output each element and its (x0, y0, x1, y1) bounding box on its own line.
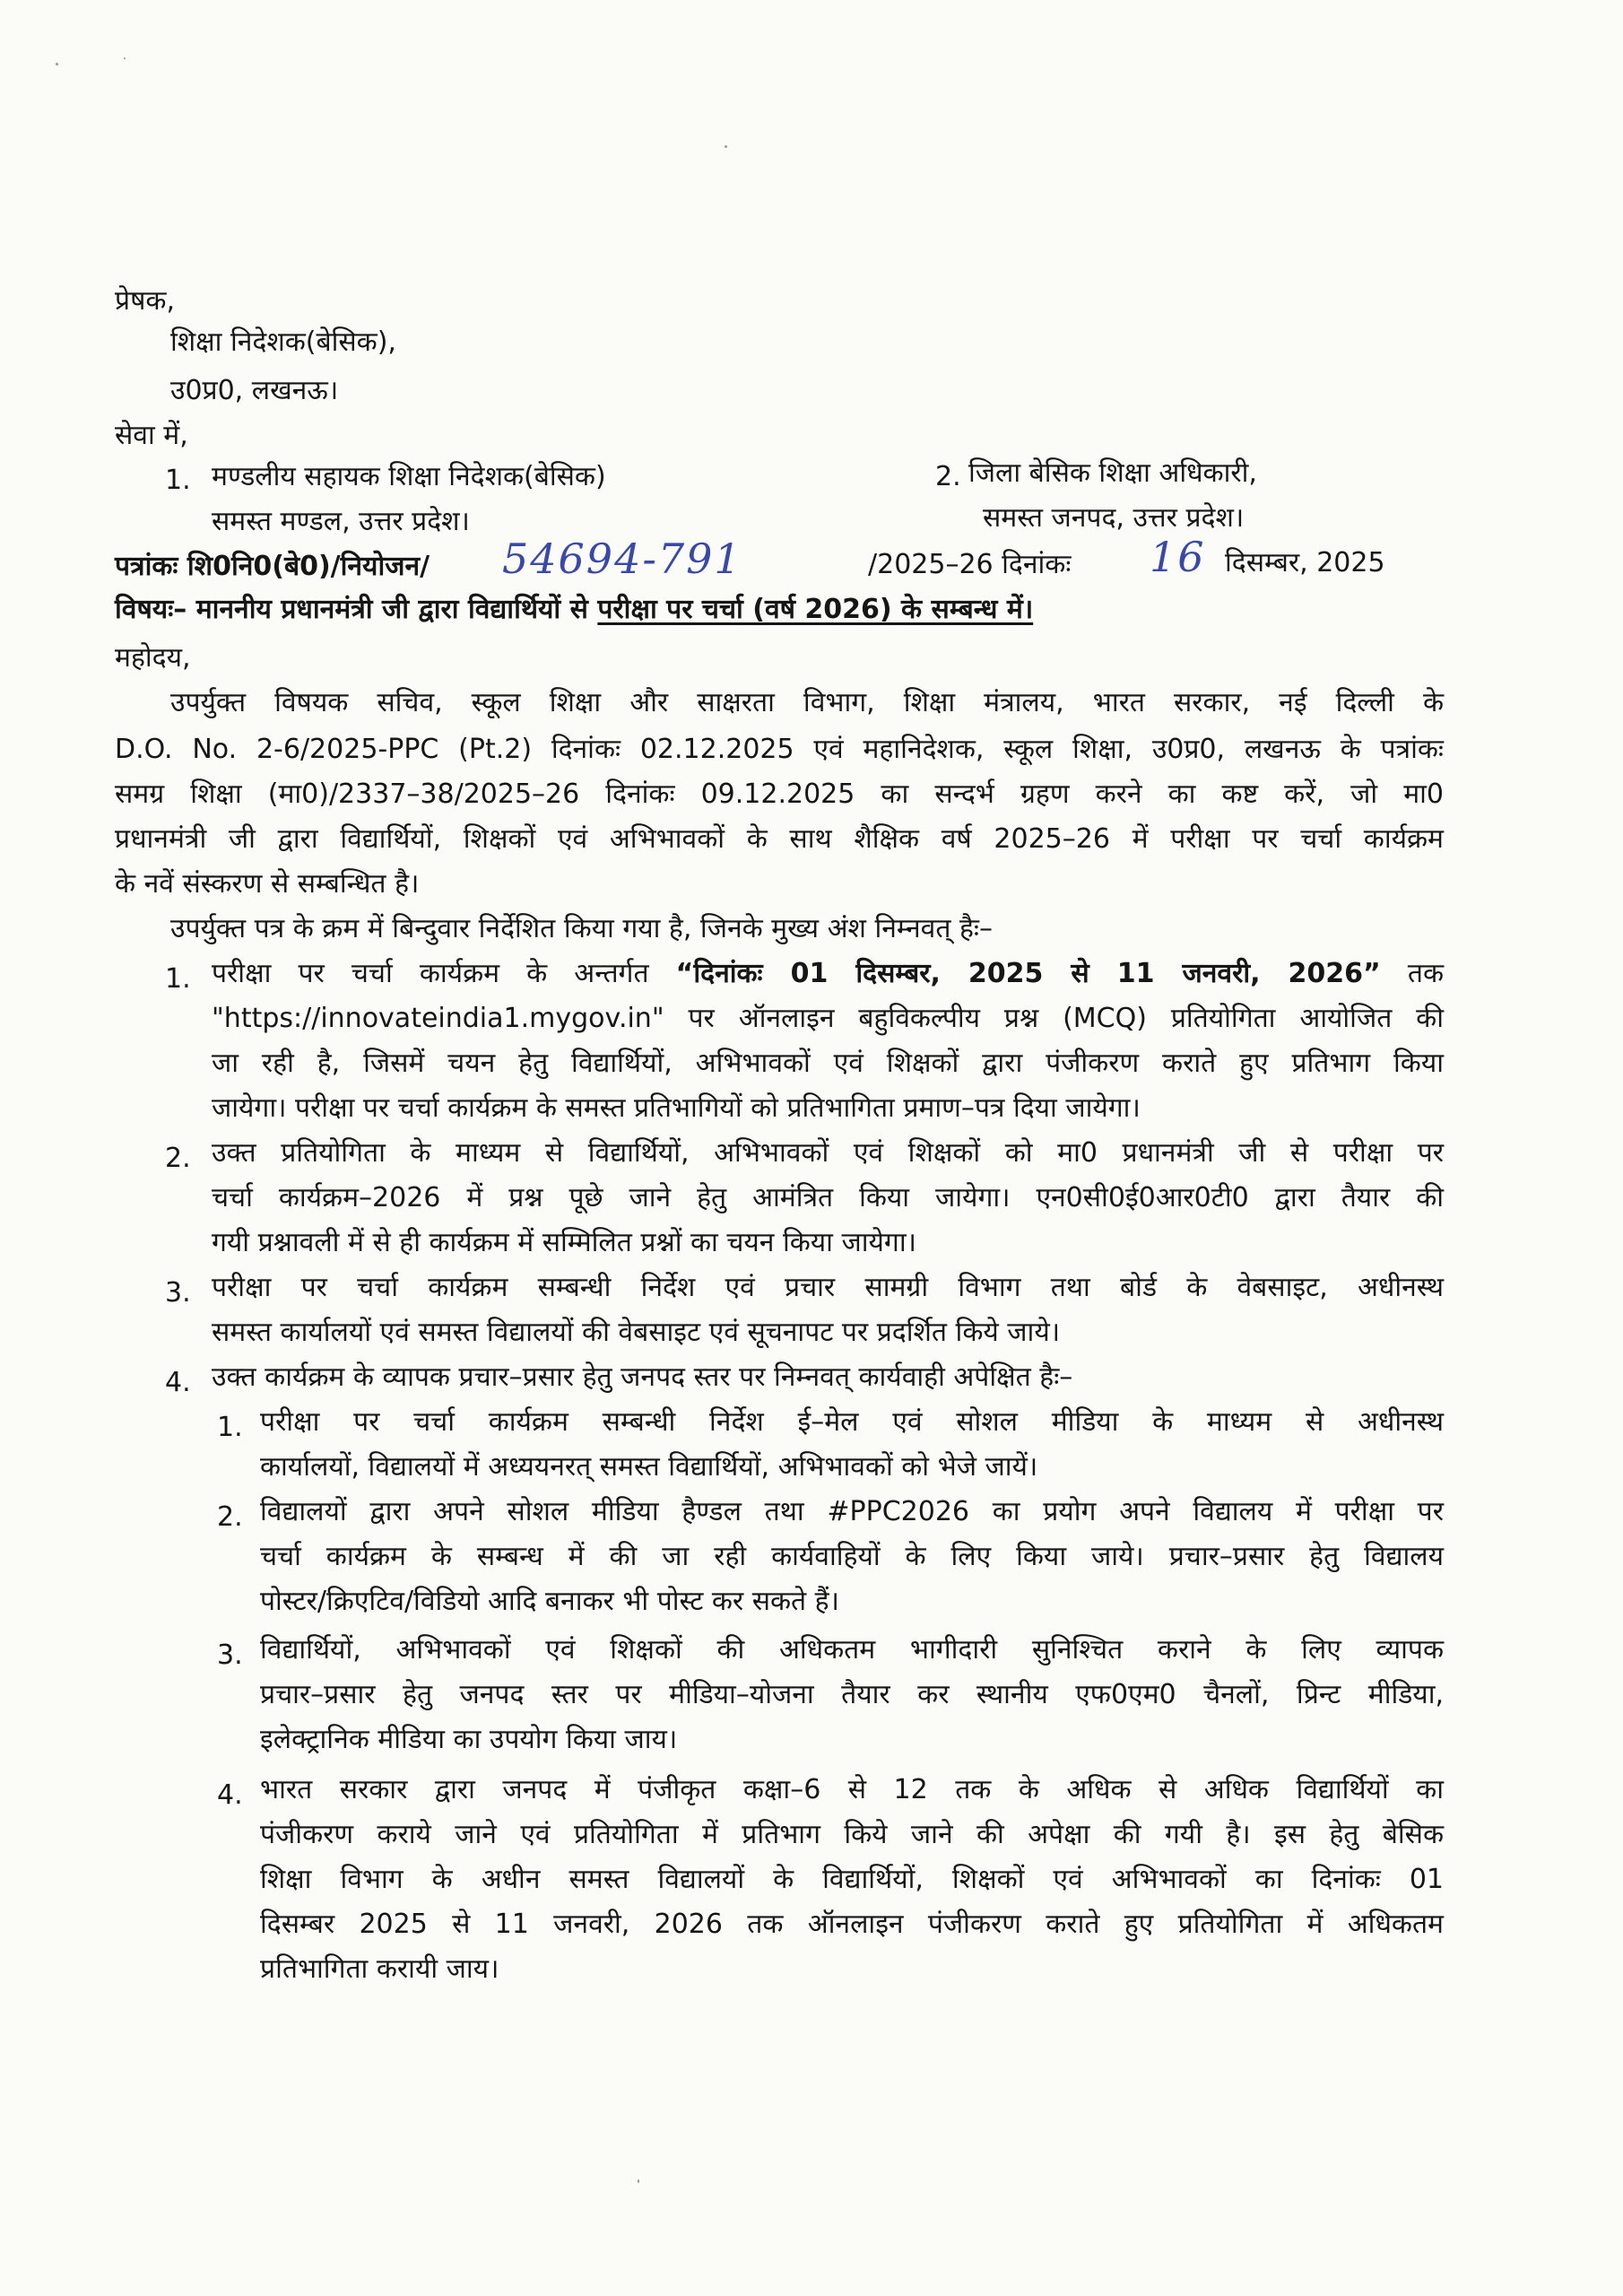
para2: उपर्युक्त पत्र के क्रम में बिन्दुवार निर्देशित किया गया है, जिनके मुख्य अंश निम्नवत् हैः– (170, 913, 993, 944)
subpoint-2-line-2: चर्चा कार्यक्रम के सम्बन्ध में की जा रही कार्यवाहियों के लिए किया जाये। प्रचार–प्रसार हेतु विद्यालय (260, 1541, 1444, 1572)
salutation: महोदय, (115, 642, 191, 674)
recipient-2-title: जिला बेसिक शिक्षा अधिकारी, (968, 457, 1257, 489)
recipient-1-area: समस्त मण्डल, उत्तर प्रदेश। (212, 506, 470, 537)
subpoint-1-line-2: कार्यालयों, विद्यालयों में अध्ययनरत् समस्त विद्यार्थियों, अभिभावकों को भेजे जायें। (260, 1451, 1038, 1483)
subject-underlined: परीक्षा पर चर्चा (वर्ष 2026) के सम्बन्ध में। (597, 594, 1034, 625)
sender-label: प्रेषक, (115, 285, 175, 317)
recipient-1-title: मण्डलीय सहायक शिक्षा निदेशक(बेसिक) (212, 461, 606, 492)
subpoint-2-line-1: विद्यालयों द्वारा अपने सोशल मीडिया हैण्डल तथा #PPC2026 का प्रयोग अपने विद्यालय में परीक्षा पर (260, 1496, 1444, 1527)
para1-line-1: उपर्युक्त विषयक सचिव, स्कूल शिक्षा और साक्षरता विभाग, शिक्षा मंत्रालय, भारत सरकार, नई दिल्ली के (170, 687, 1444, 718)
subpoint-4-line-2: पंजीकरण कराये जाने एवं प्रतियोगिता में प्रतिभाग किये जाने की अपेक्षा की गयी है। इस हेतु बेसिक (260, 1819, 1444, 1850)
reference-month-year: दिसम्बर, 2025 (1225, 547, 1385, 578)
recipient-2-number: 2. (935, 461, 961, 492)
point-1-dates: “दिनांकः 01 दिसम्बर, 2025 से 11 जनवरी, 2026” (675, 958, 1381, 989)
scan-speck (638, 2179, 639, 2183)
subpoint-4-line-5: प्रतिभागिता करायी जाय। (260, 1953, 499, 1985)
recipient-2-area: समस्त जनपद, उत्तर प्रदेश। (983, 502, 1245, 534)
point-4-line-1: उक्त कार्यक्रम के व्यापक प्रचार–प्रसार हेतु जनपद स्तर पर निम्नवत् कार्यवाही अपेक्षित हैः– (212, 1361, 1073, 1393)
subpoint-4-number: 4. (217, 1779, 243, 1811)
scan-speck (124, 57, 126, 59)
point-3-number: 3. (165, 1277, 191, 1309)
subpoint-3-line-3: इलेक्ट्रानिक मीडिया का उपयोग किया जाय। (260, 1724, 678, 1755)
point-1-line-4: जायेगा। परीक्षा पर चर्चा कार्यक्रम के समस्त प्रतिभागियों को प्रतिभागिता प्रमाण–पत्र दिया जायेगा। (212, 1092, 1141, 1124)
point-2-line-1: उक्त प्रतियोगिता के माध्यम से विद्यार्थियों, अभिभावकों एवं शिक्षकों को मा0 प्रधानमंत्री जी से परीक्षा पर (212, 1137, 1444, 1169)
handwritten-day: 16 (1150, 533, 1206, 581)
point-1-pre: परीक्षा पर चर्चा कार्यक्रम के अन्तर्गत (212, 958, 676, 989)
point-3-line-1: परीक्षा पर चर्चा कार्यक्रम सम्बन्धी निर्देश एवं प्रचार सामग्री विभाग तथा बोर्ड के वेबसाइट, अधीनस्थ (212, 1272, 1444, 1303)
scan-speck (56, 63, 58, 65)
to-label: सेवा में, (115, 420, 188, 451)
subpoint-1-line-1: परीक्षा पर चर्चा कार्यक्रम सम्बन्धी निर्देश ई–मेल एवं सोशल मीडिया के माध्यम से अधीनस्थ (260, 1406, 1444, 1438)
point-3-line-2: समस्त कार्यालयों एवं समस्त विद्यालयों की वेबसाइट एवं सूचनापट पर प्रदर्शित किये जाये। (212, 1317, 1061, 1348)
subpoint-3-number: 3. (217, 1639, 243, 1671)
subpoint-1-number: 1. (217, 1412, 243, 1443)
point-4-number: 4. (165, 1367, 191, 1398)
para1-line-5: के नवें संस्करण से सम्बन्धित है। (115, 868, 420, 900)
reference-year: /2025–26 दिनांकः (868, 549, 1072, 580)
point-2-line-3: गयी प्रश्नावली में से ही कार्यक्रम में सम्मिलित प्रश्नों का चयन किया जायेगा। (212, 1227, 916, 1258)
point-2-line-2: चर्चा कार्यक्रम–2026 में प्रश्न पूछे जाने हेतु आमंत्रित किया जायेगा। एन0सी0ई0आर0टी0 द्वारा तैयार की (212, 1182, 1444, 1213)
subject-line (115, 592, 1033, 628)
scan-speck (725, 145, 727, 148)
handwritten-letter-number: 54694-791 (502, 535, 742, 583)
subject-lead: विषयः– माननीय प्रधानमंत्री जी द्वारा विद्यार्थियों से (115, 594, 598, 625)
point-1-line-1 (212, 956, 1444, 992)
para1-line-4: प्रधानमंत्री जी द्वारा विद्यार्थियों, शिक्षकों एवं अभिभावकों के साथ शैक्षिक वर्ष 2025–26 में परीक्षा पर चर्चा कार्यक्रम (115, 823, 1444, 855)
sender-place: उ0प्र0, लखनऊ। (170, 375, 339, 406)
point-2-number: 2. (165, 1143, 191, 1174)
point-1-line-2: "https://innovateindia1.mygov.in" पर ऑनलाइन बहुविकल्पीय प्रश्न (MCQ) प्रतियोगिता आयोजित की (212, 1003, 1444, 1034)
para1-line-2: D.O. No. 2-6/2025-PPC (Pt.2) दिनांकः 02.12.2025 एवं महानिदेशक, स्कूल शिक्षा, उ0प्र0, लखनऊ के पत्रांकः (115, 734, 1444, 765)
subpoint-2-line-3: पोस्टर/क्रिएटिव/विडियो आदि बनाकर भी पोस्ट कर सकते हैं। (260, 1586, 839, 1617)
reference-prefix: पत्रांकः शि0नि0(बे0)/नियोजन/ (115, 551, 430, 582)
point-1-line-3: जा रही है, जिसमें चयन हेतु विद्यार्थियों, अभिभावकों एवं शिक्षकों द्वारा पंजीकरण कराते हुए प्रतिभाग किया (212, 1048, 1444, 1079)
sender-title: शिक्षा निदेशक(बेसिक), (170, 326, 396, 358)
subpoint-4-line-3: शिक्षा विभाग के अधीन समस्त विद्यालयों के विद्यार्थियों, शिक्षकों एवं अभिभावकों का दिनांकः 01 (260, 1864, 1444, 1895)
subpoint-2-number: 2. (217, 1501, 243, 1533)
subpoint-4-line-4: दिसम्बर 2025 से 11 जनवरी, 2026 तक ऑनलाइन पंजीकरण कराते हुए प्रतियोगिता में अधिकतम (260, 1909, 1444, 1940)
subpoint-3-line-1: विद्यार्थियों, अभिभावकों एवं शिक्षकों की अधिकतम भागीदारी सुनिश्चित कराने के लिए व्यापक (260, 1634, 1444, 1665)
point-1-post: तक (1380, 958, 1444, 989)
point-1-number: 1. (165, 963, 191, 995)
subpoint-3-line-2: प्रचार–प्रसार हेतु जनपद स्तर पर मीडिया–योजना तैयार कर स्थानीय एफ0एम0 चैनलों, प्रिन्ट मीडिया, (260, 1679, 1444, 1710)
recipient-1-number: 1. (165, 465, 191, 496)
para1-line-3: समग्र शिक्षा (मा0)/2337–38/2025–26 दिनांकः 09.12.2025 का सन्दर्भ ग्रहण करने का कष्ट करें, जो मा0 (115, 778, 1444, 810)
subpoint-4-line-1: भारत सरकार द्वारा जनपद में पंजीकृत कक्षा–6 से 12 तक के अधिक से अधिक विद्यार्थियों का (260, 1774, 1444, 1805)
